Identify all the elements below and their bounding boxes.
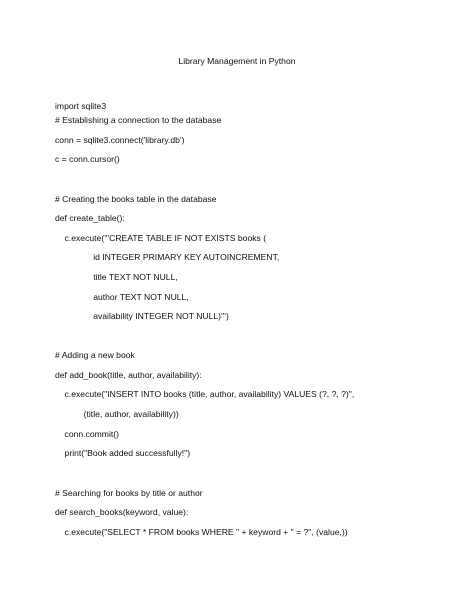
- code-line-id-column: id INTEGER PRIMARY KEY AUTOINCREMENT,: [55, 252, 280, 262]
- code-line-def-create-table: def create_table():: [55, 213, 125, 223]
- code-line-def-add-book: def add_book(title, author, availability):: [55, 370, 202, 380]
- document-title: Library Management in Python: [178, 56, 296, 66]
- comment-line-search: # Searching for books by title or author: [55, 488, 203, 498]
- code-line-availability-column: availability INTEGER NOT NULL)'''): [55, 311, 229, 321]
- code-line-print: print("Book added successfully!"): [55, 448, 191, 458]
- comment-line-add-book: # Adding a new book: [55, 350, 135, 360]
- code-line-connect: conn = sqlite3.connect('library.db'): [55, 135, 185, 145]
- code-line-def-search: def search_books(keyword, value):: [55, 507, 189, 517]
- code-line-cursor: c = conn.cursor(): [55, 154, 120, 164]
- code-line-insert-args: (title, author, availability)): [55, 409, 179, 419]
- code-line-insert-sql: c.execute("INSERT INTO books (title, author, availability) VALUES (?, ?, ?)",: [55, 389, 355, 399]
- code-line-commit: conn.commit(): [55, 429, 119, 439]
- code-line-title-column: title TEXT NOT NULL,: [55, 272, 178, 282]
- code-line-import: import sqlite3: [55, 101, 107, 111]
- code-line-select-sql: c.execute("SELECT * FROM books WHERE " + keyword + " = ?", (value,)): [55, 527, 348, 537]
- code-line-create-sql: c.execute('''CREATE TABLE IF NOT EXISTS books (: [55, 233, 267, 243]
- comment-line-connection: # Establishing a connection to the database: [55, 115, 222, 125]
- comment-line-create-table: # Creating the books table in the database: [55, 194, 217, 204]
- code-line-author-column: author TEXT NOT NULL,: [55, 292, 189, 302]
